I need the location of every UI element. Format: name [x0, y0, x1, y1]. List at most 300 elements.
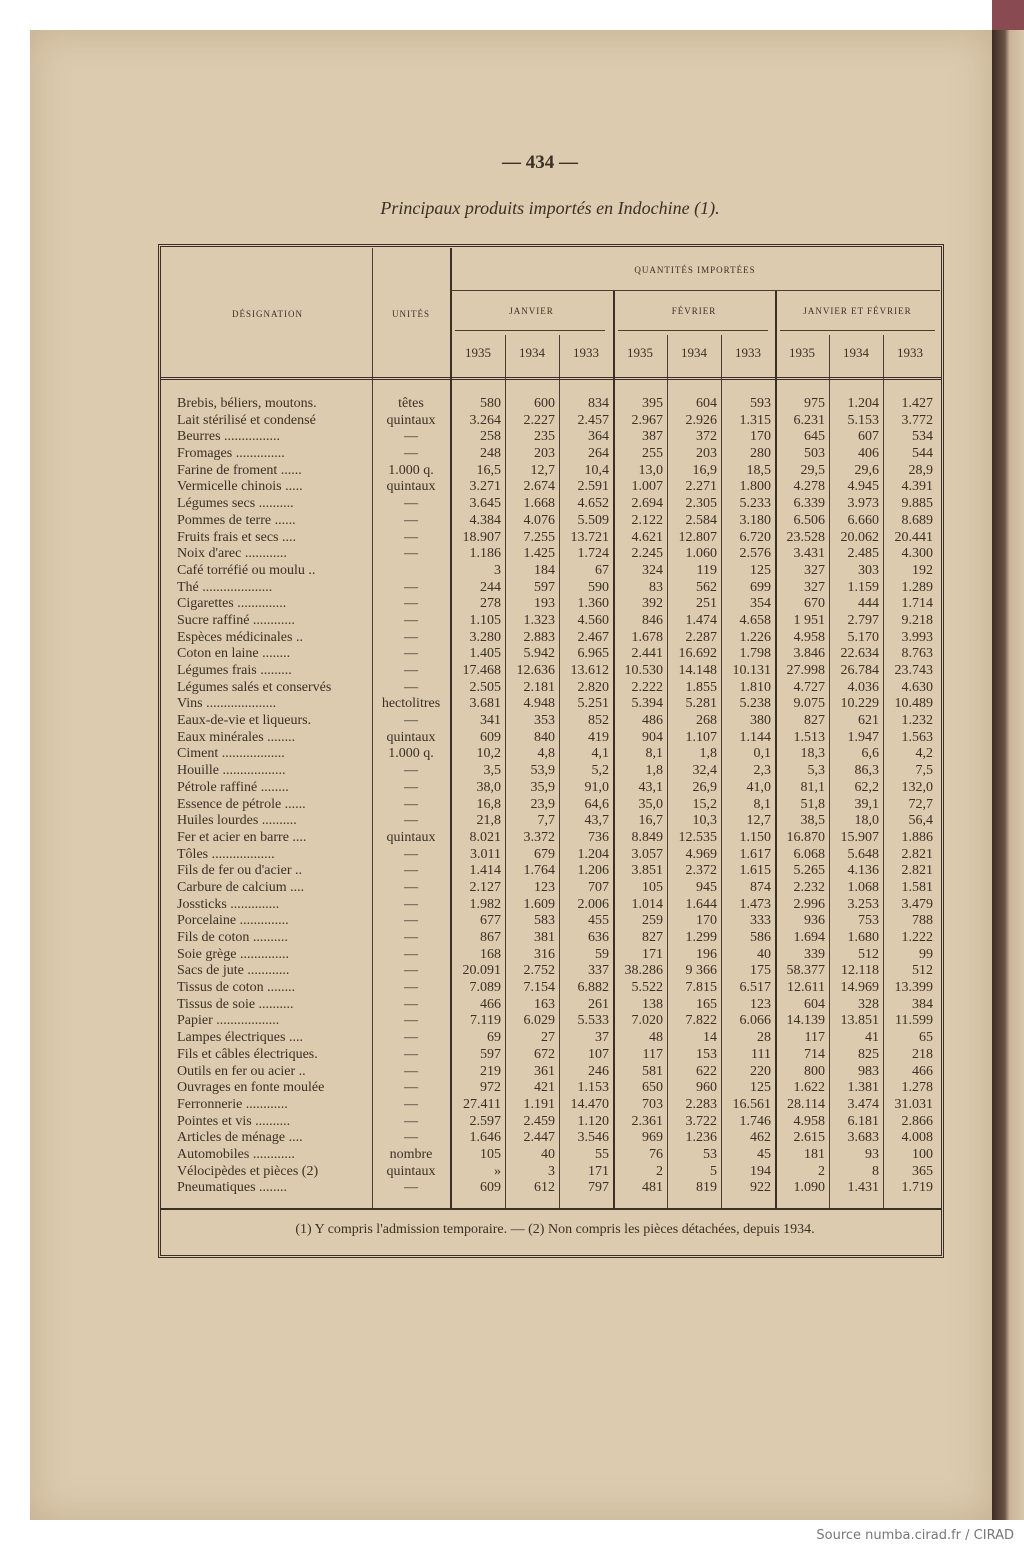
quantity-cell: 1.810 [739, 679, 771, 695]
quantity-cell: 244 [480, 579, 501, 595]
quantity-cell: 6.231 [793, 412, 825, 428]
quantity-cell: 13.851 [840, 1013, 879, 1029]
quantity-cell: 7.815 [685, 980, 717, 996]
product-name: Tissus de soie .......... [177, 996, 294, 1012]
quantity-cell: 45 [757, 1146, 771, 1162]
quantity-cell: 753 [858, 913, 879, 929]
quantity-cell: 1.068 [847, 879, 879, 895]
quantity-cell: 1.204 [577, 846, 609, 862]
header-janvier-fevrier: JANVIER ET FÉVRIER [803, 306, 912, 316]
quantity-cell: 1.615 [739, 863, 771, 879]
quantity-cell: 4,2 [915, 746, 933, 762]
quantity-cell: 6.882 [577, 980, 609, 996]
quantity-cell: 983 [858, 1063, 879, 1079]
quantity-cell: 59 [595, 946, 609, 962]
quantity-cell: 125 [750, 562, 771, 578]
quantity-cell: 69 [487, 1030, 501, 1046]
product-name: Noix d'arec ............ [177, 546, 287, 562]
quantity-cell: 922 [750, 1180, 771, 1196]
quantity-cell: 38.286 [624, 963, 663, 979]
quantity-cell: 7.089 [469, 980, 501, 996]
quantity-cell: 834 [588, 396, 609, 411]
quantity-cell: 444 [858, 596, 879, 612]
quantity-cell: 1.617 [739, 846, 771, 862]
quantity-cell: 1.414 [469, 863, 501, 879]
product-name: Outils en fer ou acier .. [177, 1063, 306, 1079]
quantity-cell: 703 [642, 1096, 663, 1112]
unit-cell: — [404, 496, 418, 512]
table-row [163, 680, 936, 697]
quantity-cell: 960 [696, 1080, 717, 1096]
quantity-cell: 825 [858, 1046, 879, 1062]
unit-cell: — [404, 1080, 418, 1096]
quantity-cell: 16.870 [786, 829, 825, 845]
quantity-cell: 4.969 [685, 846, 717, 862]
quantity-cell: 1,8 [699, 746, 717, 762]
quantity-cell: 1.120 [577, 1113, 609, 1129]
book-page-edge [992, 0, 1024, 1520]
product-name: Ouvrages en fonte moulée [177, 1080, 325, 1096]
quantity-cell: 26.784 [840, 663, 879, 678]
product-name: Porcelaine .............. [177, 913, 289, 929]
quantity-cell: 380 [750, 713, 771, 729]
quantity-cell: 1.206 [577, 863, 609, 879]
table-row [163, 947, 936, 964]
product-name: Papier .................. [177, 1013, 280, 1029]
quantity-cell: 1.668 [523, 496, 555, 512]
quantity-cell: 6.660 [847, 512, 879, 528]
quantity-cell: 6.506 [793, 512, 825, 528]
table-row [163, 413, 936, 430]
quantity-cell: 2.361 [631, 1113, 663, 1129]
quantity-cell: 827 [804, 713, 825, 729]
unit-cell: — [404, 1113, 418, 1129]
quantity-cell: 31.031 [894, 1096, 933, 1112]
quantity-cell: 679 [534, 846, 555, 862]
quantity-cell: 975 [804, 396, 825, 411]
quantity-cell: 12.611 [787, 980, 825, 996]
table-row [163, 847, 936, 864]
quantity-cell: 381 [534, 930, 555, 945]
quantity-cell: 28.114 [787, 1096, 825, 1112]
table-row [163, 1180, 936, 1197]
quantity-cell: 72,7 [908, 796, 933, 812]
quantity-cell: 4.076 [523, 512, 555, 528]
quantity-cell: 2.245 [631, 546, 663, 562]
quantity-cell: 2.883 [523, 629, 555, 645]
quantity-cell: 10,3 [692, 813, 717, 829]
table-row [163, 997, 936, 1014]
product-name: Beurres ................ [177, 429, 281, 445]
quantity-cell: 43,1 [638, 779, 663, 795]
quantity-cell: 1.222 [901, 930, 933, 945]
quantity-cell: 503 [804, 446, 825, 462]
quantity-cell: 1.855 [685, 679, 717, 695]
unit-cell: quintaux [386, 412, 436, 428]
unit-cell: — [404, 1046, 418, 1062]
quantity-cell: 12.807 [678, 529, 717, 545]
quantity-cell: 8,1 [753, 796, 771, 812]
quantity-cell: 2.372 [685, 863, 717, 879]
table-row [163, 1164, 936, 1181]
quantity-cell: 5.153 [847, 412, 879, 428]
quantity-cell: 609 [480, 1180, 501, 1196]
quantity-cell: 8.849 [631, 829, 663, 845]
quantity-cell: 280 [750, 446, 771, 462]
quantity-cell: 4.630 [901, 679, 933, 695]
quantity-cell: 2.485 [847, 546, 879, 562]
table-row [163, 746, 936, 763]
table-row [163, 780, 936, 797]
quantity-cell: 251 [696, 596, 717, 612]
unit-cell: — [404, 629, 418, 645]
product-name: Lait stérilisé et condensé [177, 412, 316, 428]
table-row [163, 1147, 936, 1164]
quantity-cell: 597 [480, 1046, 501, 1062]
quantity-cell: 268 [696, 713, 717, 729]
quantity-cell: 3.264 [469, 412, 501, 428]
quantity-cell: 10,2 [476, 746, 501, 762]
quantity-cell: 2.752 [523, 963, 555, 979]
quantity-cell: 1.622 [793, 1080, 825, 1096]
quantity-cell: 10.131 [732, 663, 771, 678]
quantity-cell: 6.029 [523, 1013, 555, 1029]
quantity-cell: 636 [588, 930, 609, 945]
quantity-cell: 29,6 [854, 462, 879, 478]
quantity-cell: 4.391 [901, 479, 933, 495]
quantity-cell: 123 [750, 996, 771, 1012]
quantity-cell: 10.229 [840, 696, 879, 712]
quantity-cell: 387 [642, 429, 663, 445]
product-name: Légumes frais ......... [177, 663, 292, 678]
unit-cell: têtes [398, 396, 424, 411]
quantity-cell: 874 [750, 879, 771, 895]
quantity-cell: 1.060 [685, 546, 717, 562]
table-row [163, 830, 936, 847]
product-name: Lampes électriques .... [177, 1030, 303, 1046]
quantity-cell: 32,4 [692, 763, 717, 779]
product-name: Essence de pétrole ...... [177, 796, 306, 812]
quantity-cell: 1.323 [523, 612, 555, 628]
quantity-cell: 9.218 [901, 612, 933, 628]
quantity-cell: 15.907 [840, 829, 879, 845]
quantity-cell: 3.722 [685, 1113, 717, 1129]
header-rule [780, 330, 935, 331]
quantity-cell: 1.360 [577, 596, 609, 612]
quantity-cell: 12.118 [841, 963, 879, 979]
quantity-cell: 2.232 [793, 879, 825, 895]
quantity-cell: 1.289 [901, 579, 933, 595]
quantity-cell: 936 [804, 913, 825, 929]
unit-cell: — [404, 546, 418, 562]
table-row [163, 630, 936, 647]
quantity-cell: 171 [642, 946, 663, 962]
quantity-cell: 14.470 [570, 1096, 609, 1112]
quantity-cell: 6.965 [577, 646, 609, 662]
quantity-cell: 7.822 [685, 1013, 717, 1029]
quantity-cell: 27.998 [786, 663, 825, 678]
quantity-cell: 6.066 [739, 1013, 771, 1029]
quantity-cell: 4.560 [577, 612, 609, 628]
quantity-cell: 168 [480, 946, 501, 962]
product-name: Fruits frais et secs .... [177, 529, 296, 545]
quantity-cell: 12,7 [746, 813, 771, 829]
quantity-cell: 105 [480, 1146, 501, 1162]
header-designation: DÉSIGNATION [232, 309, 303, 319]
quantity-cell: 645 [804, 429, 825, 445]
quantity-cell: 1.007 [631, 479, 663, 495]
product-name: Jossticks .............. [177, 896, 280, 912]
unit-cell: — [404, 946, 418, 962]
table-row [163, 863, 936, 880]
quantity-cell: 3.271 [469, 479, 501, 495]
quantity-cell: 153 [696, 1046, 717, 1062]
quantity-cell: 609 [480, 729, 501, 745]
header-year: 1933 [573, 345, 599, 360]
quantity-cell: 354 [750, 596, 771, 612]
page-number: — 434 — [502, 152, 578, 173]
table-row [163, 1064, 936, 1081]
product-name: Vins .................... [177, 696, 277, 712]
header-year: 1934 [519, 345, 545, 360]
header-janvier: JANVIER [509, 306, 554, 316]
quantity-cell: 699 [750, 579, 771, 595]
quantity-cell: 20.062 [840, 529, 879, 545]
quantity-cell: 18,3 [800, 746, 825, 762]
quantity-cell: 2.866 [901, 1113, 933, 1129]
quantity-cell: 672 [534, 1046, 555, 1062]
quantity-cell: 48 [649, 1030, 663, 1046]
quantity-cell: 5.648 [847, 846, 879, 862]
quantity-cell: 3.772 [901, 412, 933, 428]
quantity-cell: 5.533 [577, 1013, 609, 1029]
quantity-cell: 2.694 [631, 496, 663, 512]
product-name: Ferronnerie ............ [177, 1096, 288, 1112]
quantity-cell: 4.945 [847, 479, 879, 495]
quantity-cell: 324 [642, 562, 663, 578]
quantity-cell: 846 [642, 612, 663, 628]
header-fevrier: FÉVRIER [671, 306, 717, 316]
quantity-cell: 3 [548, 1163, 555, 1179]
product-name: Fils de coton .......... [177, 930, 288, 945]
header-year: 1935 [789, 345, 815, 360]
quantity-cell: 1.798 [739, 646, 771, 662]
quantity-cell: 1.299 [685, 930, 717, 945]
product-name: Pommes de terre ...... [177, 512, 296, 528]
quantity-cell: 583 [534, 913, 555, 929]
quantity-cell: 1.646 [469, 1130, 501, 1146]
product-name: Pointes et vis .......... [177, 1113, 291, 1129]
quantity-cell: 20.441 [894, 529, 933, 545]
quantity-cell: 93 [865, 1146, 879, 1162]
quantity-cell: 1.474 [685, 612, 717, 628]
quantity-cell: 7,7 [537, 813, 555, 829]
quantity-cell: 203 [534, 446, 555, 462]
unit-cell: quintaux [386, 829, 436, 845]
quantity-cell: 580 [480, 396, 501, 411]
table-row [163, 963, 936, 980]
quantity-cell: 607 [858, 429, 879, 445]
quantity-cell: 14 [703, 1030, 717, 1046]
table-row [163, 613, 936, 630]
unit-cell: — [404, 963, 418, 979]
quantity-cell: 22.634 [840, 646, 879, 662]
quantity-cell: 419 [588, 729, 609, 745]
unit-cell: — [404, 713, 418, 729]
quantity-cell: 1.186 [469, 546, 501, 562]
quantity-cell: 1.191 [523, 1096, 555, 1112]
quantity-cell: 3.683 [847, 1130, 879, 1146]
quantity-cell: 2.271 [685, 479, 717, 495]
quantity-cell: 1.204 [847, 396, 879, 411]
unit-cell: — [404, 529, 418, 545]
quantity-cell: 7,5 [915, 763, 933, 779]
quantity-cell: 255 [642, 446, 663, 462]
source-credit: Source numba.cirad.fr / CIRAD [816, 1528, 1014, 1543]
quantity-cell: 41,0 [746, 779, 771, 795]
quantity-cell: 2.674 [523, 479, 555, 495]
quantity-cell: 170 [750, 429, 771, 445]
quantity-cell: 13.399 [894, 980, 933, 996]
quantity-cell: 5.509 [577, 512, 609, 528]
quantity-cell: 2.222 [631, 679, 663, 695]
unit-cell: — [404, 779, 418, 795]
quantity-cell: 53,9 [530, 763, 555, 779]
quantity-cell: 4.958 [793, 629, 825, 645]
product-name: Ciment .................. [177, 746, 285, 762]
header-year: 1934 [681, 345, 707, 360]
quantity-cell: 2.305 [685, 496, 717, 512]
product-name: Fils et câbles électriques. [177, 1046, 318, 1062]
quantity-cell: 67 [595, 562, 609, 578]
quantity-cell: 6.339 [793, 496, 825, 512]
quantity-cell: 4,8 [537, 746, 555, 762]
unit-cell: — [404, 896, 418, 912]
quantity-cell: 119 [696, 562, 717, 578]
table-row [163, 1114, 936, 1131]
table-bottom-rule [161, 1208, 941, 1210]
table-row [163, 763, 936, 780]
quantity-cell: 27 [541, 1030, 555, 1046]
quantity-cell: 1.609 [523, 896, 555, 912]
quantity-cell: 9.885 [901, 496, 933, 512]
page-title: Principaux produits importés en Indochine (1). [380, 198, 720, 218]
quantity-cell: 5.170 [847, 629, 879, 645]
quantity-cell: 7.154 [523, 980, 555, 996]
unit-cell: 1.000 q. [388, 746, 434, 762]
quantity-cell: 165 [696, 996, 717, 1012]
table-row [163, 1047, 936, 1064]
quantity-cell: 219 [480, 1063, 501, 1079]
quantity-cell: 3.973 [847, 496, 879, 512]
product-name: Espèces médicinales .. [177, 629, 303, 645]
product-name: Huiles lourdes .......... [177, 813, 297, 829]
quantity-cell: 1.431 [847, 1180, 879, 1196]
quantity-cell: 107 [588, 1046, 609, 1062]
product-name: Coton en laine ........ [177, 646, 291, 662]
unit-cell: hectolitres [381, 696, 441, 712]
quantity-cell: 56,4 [908, 813, 933, 829]
quantity-cell: 6.517 [739, 980, 771, 996]
quantity-cell: 29,5 [800, 462, 825, 478]
quantity-cell: 327 [804, 579, 825, 595]
quantity-cell: 337 [588, 963, 609, 979]
quantity-cell: 2.996 [793, 896, 825, 912]
table-row [163, 563, 936, 580]
quantity-cell: 38,5 [800, 813, 825, 829]
quantity-cell: 3.372 [523, 829, 555, 845]
quantity-cell: 593 [750, 396, 771, 411]
quantity-cell: 736 [588, 829, 609, 845]
quantity-cell: 1.090 [793, 1180, 825, 1196]
product-name: Fer et acier en barre .... [177, 829, 307, 845]
quantity-cell: 5.942 [523, 646, 555, 662]
quantity-cell: 1.764 [523, 863, 555, 879]
quantity-cell: 1.425 [523, 546, 555, 562]
quantity-cell: 8.021 [469, 829, 501, 845]
quantity-cell: 21,8 [476, 813, 501, 829]
quantity-cell: 867 [480, 930, 501, 945]
quantity-cell: 20.091 [462, 963, 501, 979]
quantity-cell: 904 [642, 729, 663, 745]
unit-cell: — [404, 913, 418, 929]
quantity-cell: 1.886 [901, 829, 933, 845]
quantity-cell: 3.280 [469, 629, 501, 645]
product-name: Thé .................... [177, 579, 273, 595]
quantity-cell: 5.238 [739, 696, 771, 712]
quantity-cell: 4.658 [739, 612, 771, 628]
quantity-cell: 1.381 [847, 1080, 879, 1096]
quantity-cell: 28 [757, 1030, 771, 1046]
quantity-cell: 196 [696, 946, 717, 962]
unit-cell: nombre [389, 1146, 433, 1162]
unit-cell: — [404, 763, 418, 779]
quantity-cell: 5.281 [685, 696, 717, 712]
quantity-cell: 2.821 [901, 863, 933, 879]
quantity-cell: 622 [696, 1063, 717, 1079]
quantity-cell: 392 [642, 596, 663, 612]
quantity-cell: 4.278 [793, 479, 825, 495]
quantity-cell: 590 [588, 579, 609, 595]
product-name: Articles de ménage .... [177, 1130, 303, 1146]
quantity-cell: 4.008 [901, 1130, 933, 1146]
quantity-cell: 4.948 [523, 696, 555, 712]
quantity-cell: 193 [534, 596, 555, 612]
unit-cell: — [404, 879, 418, 895]
quantity-cell: 3.546 [577, 1130, 609, 1146]
quantity-cell: 1.405 [469, 646, 501, 662]
quantity-cell: 18.907 [462, 529, 501, 545]
quantity-cell: 15,2 [692, 796, 717, 812]
quantity-cell: 969 [642, 1130, 663, 1146]
quantity-cell: 2.441 [631, 646, 663, 662]
quantity-cell: 819 [696, 1180, 717, 1196]
unit-cell: — [404, 512, 418, 528]
product-name: Tissus de coton ........ [177, 980, 296, 996]
quantity-cell: 10.489 [894, 696, 933, 712]
quantity-cell: 1,8 [645, 763, 663, 779]
header-year: 1935 [627, 345, 653, 360]
quantity-cell: 111 [751, 1046, 771, 1062]
quantity-cell: 852 [588, 713, 609, 729]
quantity-cell: 14.139 [786, 1013, 825, 1029]
quantity-cell: 5.265 [793, 863, 825, 879]
quantity-cell: 65 [919, 1030, 933, 1046]
quantity-cell: 99 [919, 946, 933, 962]
product-name: Automobiles ............ [177, 1146, 295, 1162]
quantity-cell: 3.180 [739, 512, 771, 528]
quantity-cell: 2 [656, 1163, 663, 1179]
